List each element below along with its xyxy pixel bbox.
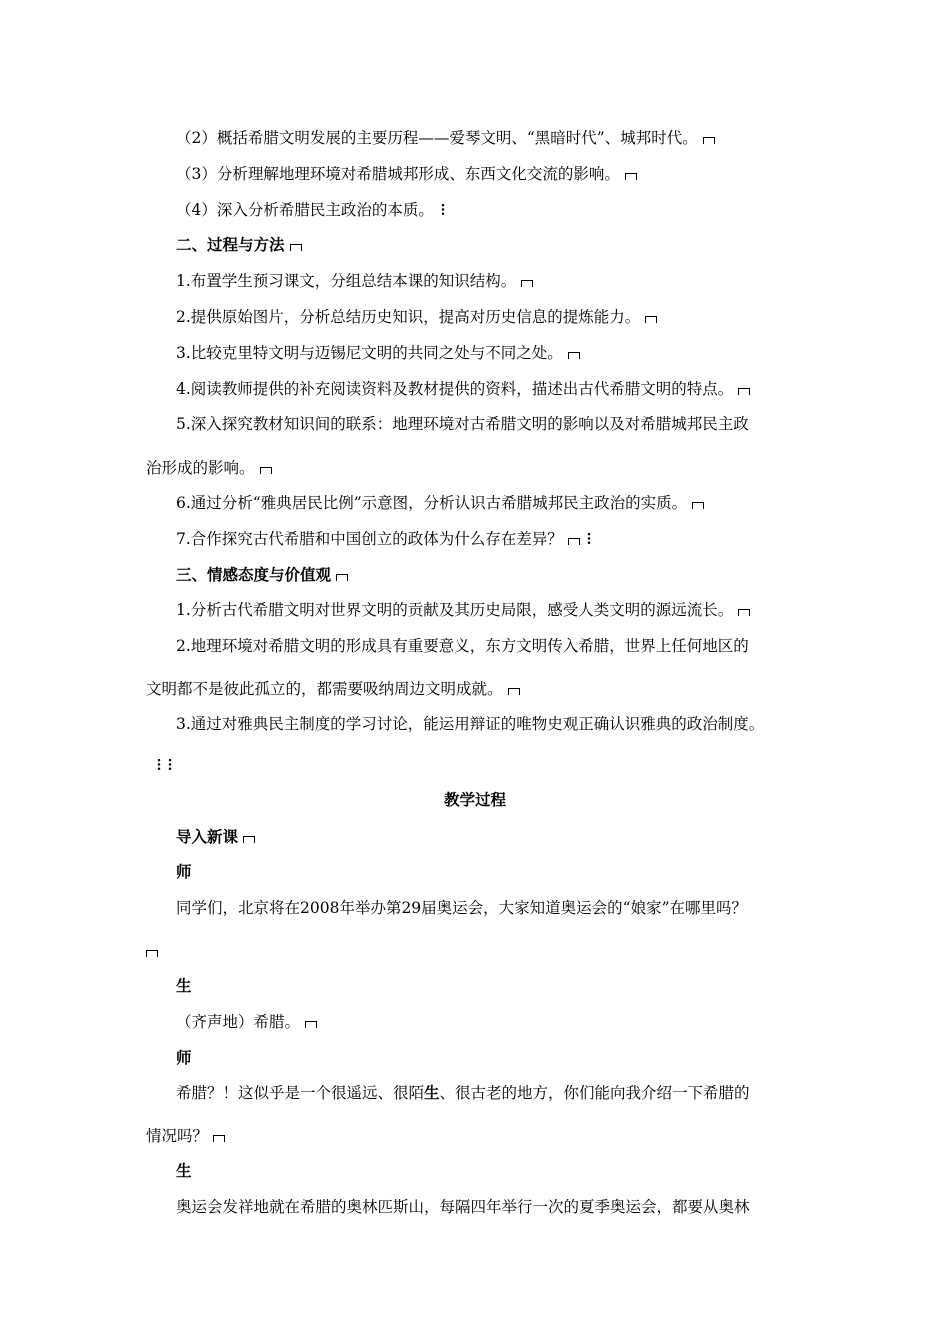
process-item-text: 2.提供原始图片，分析总结历史知识，提高对历史信息的提炼能力。 <box>176 308 641 326</box>
process-item-2 <box>176 306 657 328</box>
intro-heading-text: 导入新课 <box>176 827 239 846</box>
process-heading-text: 二、过程与方法 <box>176 235 285 254</box>
section-break-icon <box>587 532 591 545</box>
student-utterance-1 <box>176 1011 317 1033</box>
section-break-markers <box>150 754 172 776</box>
process-item-5 <box>176 413 749 435</box>
speaker-student: 生 <box>176 1161 192 1180</box>
process-item-text: 3.比较克里特文明与迈锡尼文明的共同之处与不同之处。 <box>176 344 563 362</box>
values-heading-text: 三、情感态度与价值观 <box>176 565 332 584</box>
section-break-icon <box>168 758 172 771</box>
values-item-2-continued <box>146 678 520 700</box>
process-item-text: 7.合作探究古代希腊和中国创立的政体为什么存在差异？ <box>176 530 563 548</box>
paragraph-mark-icon <box>738 388 750 395</box>
objective-item-3-text: （3）分析理解地理环境对希腊城邦形成、东西文化交流的影响。 <box>176 165 620 183</box>
values-item-text: 2.地理环境对希腊文明的形成具有重要意义，东方文明传入希腊，世界上任何地区的 <box>176 637 749 655</box>
process-item-6 <box>176 492 704 514</box>
process-item-text: 5.深入探究教材知识间的联系：地理环境对古希腊文明的影响以及对希腊城邦民主政 <box>176 415 749 433</box>
speaker-teacher: 师 <box>176 862 192 881</box>
paragraph-mark-icon <box>692 502 704 509</box>
process-item-text: 6.通过分析“雅典居民比例”示意图，分析认识古希腊城邦民主政治的实质。 <box>176 494 688 512</box>
objective-item-3 <box>176 163 637 185</box>
process-item-7 <box>176 528 591 550</box>
paragraph-mark-icon <box>146 950 158 957</box>
teacher-utterance-1: 同学们，北京将在2008年举办第29届奥运会，大家知道奥运会的“娘家”在哪里吗？ <box>176 899 748 917</box>
process-heading <box>176 234 302 256</box>
paragraph-mark-icon <box>305 1021 317 1028</box>
values-heading <box>176 564 348 586</box>
bold-character: 生 <box>424 1083 440 1102</box>
student-utterance-text: （齐声地）希腊。 <box>176 1013 301 1031</box>
paragraph-mark-icon <box>625 173 637 180</box>
paragraph-mark-icon <box>645 316 657 323</box>
process-item-1 <box>176 270 533 292</box>
section-break-icon <box>157 758 161 771</box>
section-break-icon <box>441 203 445 216</box>
paragraph-mark-line <box>146 940 158 962</box>
student-utterance-2: 奥运会发祥地就在希腊的奥林匹斯山，每隔四年举行一次的夏季奥运会，都要从奥林 <box>176 1198 750 1216</box>
process-item-text: 治形成的影响。 <box>146 459 255 477</box>
paragraph-mark-icon <box>521 280 533 287</box>
teacher-utterance-2-continued <box>146 1125 225 1147</box>
values-item-text: 文明都不是彼此孤立的，都需要吸纳周边文明成就。 <box>146 680 503 698</box>
paragraph-mark-icon <box>703 137 715 144</box>
process-item-text: 4.阅读教师提供的补充阅读资料及教材提供的资料，描述出古代希腊文明的特点。 <box>176 380 734 398</box>
intro-heading <box>176 826 255 848</box>
teacher-utterance-text: 情况吗？ <box>146 1127 209 1145</box>
paragraph-mark-icon <box>568 538 580 545</box>
teacher-utterance-2 <box>176 1082 750 1104</box>
teacher-utterance-text: 希腊？！这似乎是一个很遥远、很陌 <box>176 1084 425 1102</box>
process-item-5-continued <box>146 457 272 479</box>
values-item-2 <box>176 635 749 657</box>
values-item-text: 3.通过对雅典民主制度的学习讨论，能运用辩证的唯物史观正确认识雅典的政治制度。 <box>176 715 765 733</box>
values-item-1 <box>176 599 750 621</box>
speaker-teacher: 师 <box>176 1048 192 1067</box>
process-item-4 <box>176 378 750 400</box>
paragraph-mark-icon <box>243 836 255 843</box>
values-item-text: 1.分析古代希腊文明对世界文明的贡献及其历史局限，感受人类文明的源远流长。 <box>176 601 734 619</box>
paragraph-mark-icon <box>336 574 348 581</box>
paragraph-mark-icon <box>568 352 580 359</box>
objective-item-4 <box>176 199 445 221</box>
speaker-student: 生 <box>176 976 192 995</box>
process-item-text: 1.布置学生预习课文，分组总结本课的知识结构。 <box>176 272 517 290</box>
lesson-title: 教学过程 <box>443 790 506 809</box>
paragraph-mark-icon <box>213 1135 225 1142</box>
paragraph-mark-icon <box>508 688 520 695</box>
process-item-3 <box>176 342 580 364</box>
teacher-utterance-text: 、很古老的地方，你们能向我介绍一下希腊的 <box>439 1084 750 1102</box>
objective-item-4-text: （4）深入分析希腊民主政治的本质。 <box>176 201 434 219</box>
values-item-3 <box>176 713 764 735</box>
paragraph-mark-icon <box>738 609 750 616</box>
objective-item-2-text: （2）概括希腊文明发展的主要历程——爱琴文明、“黑暗时代”、城邦时代。 <box>176 129 698 147</box>
paragraph-mark-icon <box>260 467 272 474</box>
objective-item-2 <box>176 127 715 149</box>
paragraph-mark-icon <box>290 244 302 251</box>
